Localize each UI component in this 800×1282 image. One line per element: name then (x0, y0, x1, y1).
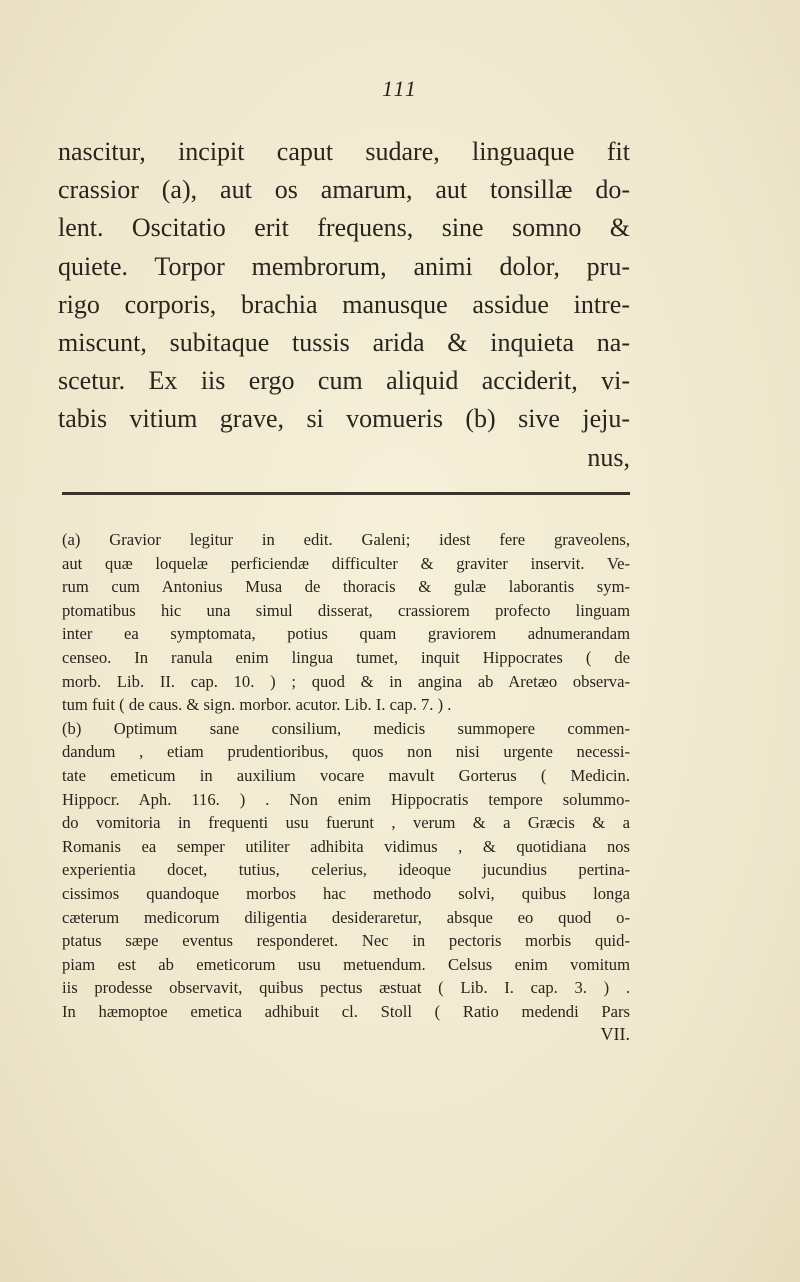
note-line: censeo. In ranula enim lingua tumet, inquit Hippocrates ( de (62, 647, 630, 667)
note-line: tate emeticum in auxilium vocare mavult Gorterus ( Medicin. (62, 765, 630, 785)
note-line: ptomatibus hic una simul disserat, crassiorem profecto linguam (62, 600, 630, 620)
main-line: rigo corporis, brachia manusque assidue intre- (58, 289, 630, 319)
note-line: Hippocr. Aph. 116. ) . Non enim Hippocratis tempore solummo- (62, 789, 630, 809)
note-line: tum fuit ( de caus. & sign. morbor. acutor. Lib. I. cap. 7. ) . (62, 695, 452, 715)
note-line: cæterum medicorum diligentia desideraretur, absque eo quod o- (62, 907, 630, 927)
page-number: 111 (382, 76, 418, 101)
main-line: crassior (a), aut os amarum, aut tonsillæ do- (58, 175, 630, 205)
note-line: morb. Lib. II. cap. 10. ) ; quod & in angina ab Aretæo observa- (62, 671, 630, 691)
note-line: (b) Optimum sane consilium, medicis summopere commen- (62, 718, 630, 738)
note-line: experientia docet, tutius, celerius, ideoque jucundius pertina- (62, 860, 630, 880)
note-line: rum cum Antonius Musa de thoracis & gulæ laborantis sym- (62, 577, 630, 597)
note-line: piam est ab emeticorum usu metuendum. Celsus enim vomitum (62, 954, 630, 974)
note-line: aut quæ loquelæ perficiendæ difficulter & graviter inservit. Ve- (62, 553, 630, 573)
note-line: dandum , etiam prudentioribus, quos non nisi urgente necessi- (62, 742, 630, 762)
note-line: do vomitoria in frequenti usu fuerunt , verum & a Græcis & a (62, 813, 630, 833)
main-line: tabis vitium grave, si vomueris (b) sive jeju- (58, 404, 630, 434)
main-catchword: nus, (587, 442, 630, 472)
note-catchword: VII. (600, 1024, 630, 1045)
main-line: miscunt, subitaque tussis arida & inquieta na- (58, 328, 630, 358)
note-line: In hæmoptoe emetica adhibuit cl. Stoll ( Ratio medendi Pars (62, 1001, 630, 1021)
footnotes (62, 528, 630, 1047)
note-line: iis prodesse observavit, quibus pectus æstuat ( Lib. I. cap. 3. ) . (62, 978, 630, 998)
main-text (58, 133, 630, 477)
main-line: nascitur, incipit caput sudare, linguaque fit (58, 137, 630, 166)
note-line: inter ea symptomata, potius quam graviorem adnumerandam (62, 624, 630, 644)
note-line: Romanis ea semper utiliter adhibita vidimus , & quotidiana nos (62, 836, 630, 856)
main-line: lent. Oscitatio erit frequens, sine somno & (58, 213, 630, 243)
note-line: cissimos quandoque morbos hac methodo solvi, quibus longa (62, 883, 630, 903)
footnote-rule (62, 492, 630, 495)
note-line: (a) Gravior legitur in edit. Galeni; idest fere graveolens, (62, 530, 630, 549)
main-line: scetur. Ex iis ergo cum aliquid acciderit, vi- (58, 366, 630, 396)
main-line: quiete. Torpor membrorum, animi dolor, pru- (58, 251, 630, 281)
note-line: ptatus sæpe eventus responderet. Nec in pectoris morbis quid- (62, 931, 630, 951)
